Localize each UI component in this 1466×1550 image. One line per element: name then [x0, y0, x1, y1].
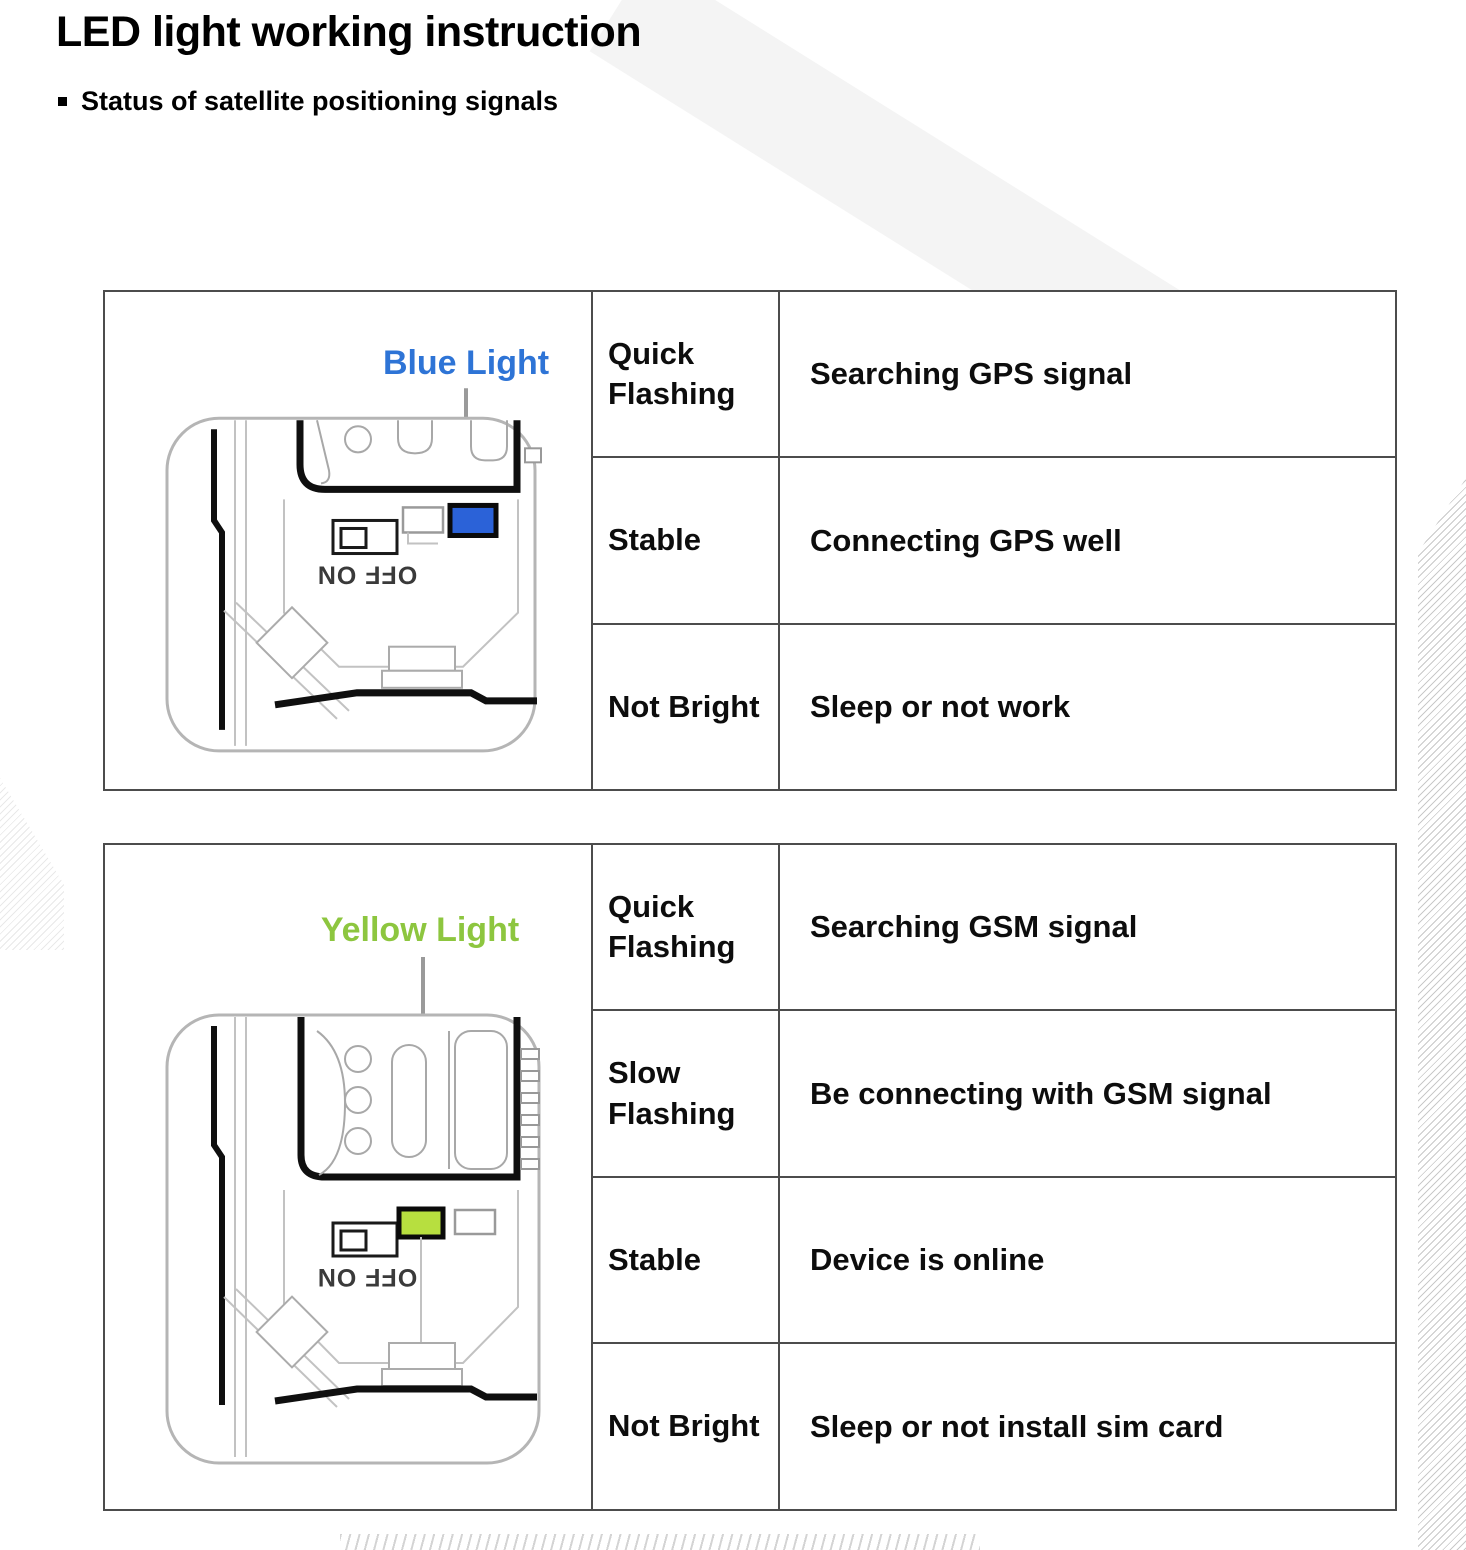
bullet-square-icon	[58, 97, 67, 106]
meaning-cell: Device is online	[779, 1177, 1396, 1343]
meaning-cell: Sleep or not work	[779, 624, 1396, 790]
white-led	[403, 507, 443, 532]
blue-light-table	[103, 290, 1397, 791]
state-cell: Not Bright	[592, 624, 779, 790]
white-led	[455, 1210, 495, 1234]
state-cell: Stable	[592, 1177, 779, 1343]
state-cell: Stable	[592, 457, 779, 624]
off-on-label: OFF ON	[316, 560, 418, 589]
latch-block	[382, 671, 462, 688]
meaning-cell: Be connecting with GSM signal	[779, 1010, 1396, 1177]
power-switch-knob	[341, 528, 366, 547]
meaning-cell: Searching GSM signal	[779, 844, 1396, 1010]
connector-pin	[521, 1159, 539, 1169]
diagonal-hatch-right	[1418, 478, 1466, 1550]
connector-pin	[521, 1071, 539, 1081]
yellow-led	[399, 1209, 443, 1237]
page-title: LED light working instruction	[56, 8, 642, 56]
state-cell: Not Bright	[592, 1343, 779, 1510]
power-switch-knob	[341, 1231, 366, 1250]
blue-light-device-cell	[104, 291, 592, 790]
diagonal-hatch-left	[0, 778, 64, 950]
latch-block	[389, 1343, 455, 1369]
meaning-cell: Searching GPS signal	[779, 291, 1396, 457]
side-tab	[525, 448, 541, 462]
meaning-cell: Sleep or not install sim card	[779, 1343, 1396, 1510]
latch-block	[389, 647, 455, 671]
device-diagram-blue	[105, 292, 591, 789]
diagonal-hatch-bottom	[340, 1534, 980, 1550]
connector-pin	[521, 1093, 539, 1103]
yellow-light-table	[103, 843, 1397, 1511]
off-on-label: OFF ON	[316, 1263, 418, 1291]
yellow-light-label: Yellow Light	[320, 911, 520, 949]
connector-pin	[521, 1049, 539, 1059]
latch-block	[382, 1369, 462, 1386]
connector-pin	[521, 1137, 539, 1147]
section-bullet-line	[58, 86, 558, 117]
connector-pin	[521, 1115, 539, 1125]
device-diagram-yellow	[105, 845, 591, 1509]
state-cell: Quick Flashing	[592, 291, 779, 457]
blue-led	[450, 505, 496, 535]
meaning-cell: Connecting GPS well	[779, 457, 1396, 624]
section-subtitle: Status of satellite positioning signals	[81, 86, 559, 116]
blue-light-label: Blue Light	[382, 344, 550, 383]
state-cell: Slow Flashing	[592, 1010, 779, 1177]
yellow-light-device-cell	[104, 844, 592, 1510]
state-cell: Quick Flashing	[592, 844, 779, 1010]
